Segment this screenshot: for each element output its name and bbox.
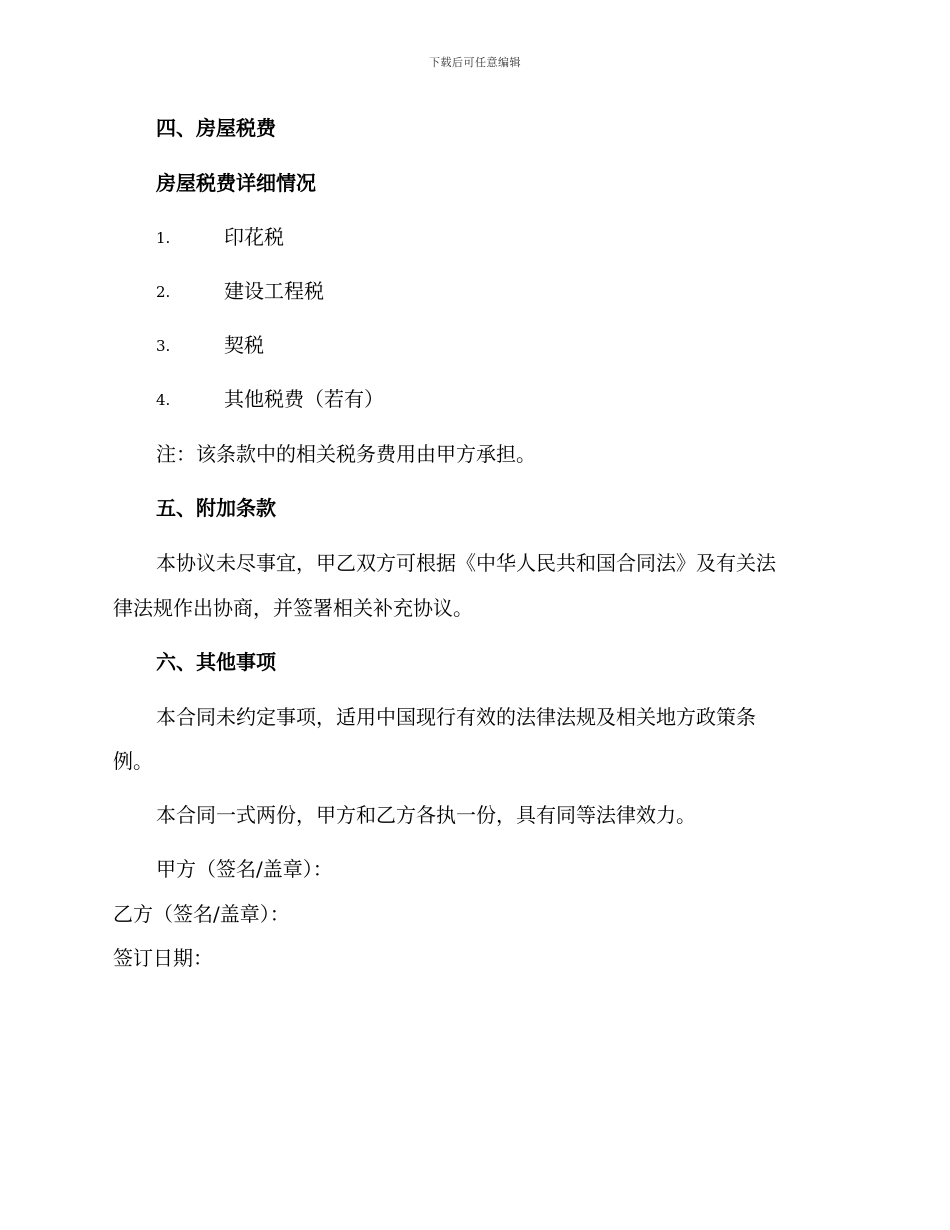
signing-date: 签订日期： (113, 946, 213, 970)
signature-party-b: 乙方（签名/盖章）： (113, 902, 290, 926)
section-heading-taxes: 四、房屋税费 (156, 116, 276, 140)
list-item-number: 4. (156, 391, 171, 409)
paragraph-other-matters-line2: 例。 (113, 749, 153, 773)
section-heading-additional-terms: 五、附加条款 (156, 496, 276, 520)
paragraph-other-matters-line1: 本合同未约定事项，适用中国现行有效的法律法规及相关地方政策条 (156, 705, 756, 729)
section-heading-other-matters: 六、其他事项 (156, 650, 276, 674)
subheading-tax-details: 房屋税费详细情况 (156, 171, 316, 195)
list-item-text: 契税 (224, 333, 264, 357)
paragraph-copies: 本合同一式两份，甲方和乙方各执一份，具有同等法律效力。 (156, 803, 696, 827)
list-item-number: 2. (156, 283, 171, 301)
list-item-text: 建设工程税 (224, 279, 324, 303)
tax-note: 注：该条款中的相关税务费用由甲方承担。 (156, 442, 536, 466)
paragraph-additional-terms-line2: 律法规作出协商，并签署相关补充协议。 (113, 596, 473, 620)
list-item-text: 其他税费（若有） (224, 387, 384, 411)
list-item-number: 1. (156, 229, 171, 247)
paragraph-additional-terms-line1: 本协议未尽事宜，甲乙双方可根据《中华人民共和国合同法》及有关法 (156, 551, 776, 575)
list-item-text: 印花税 (224, 225, 284, 249)
list-item-number: 3. (156, 337, 171, 355)
signature-party-a: 甲方（签名/盖章）： (156, 857, 333, 881)
page-header: 下载后可任意编辑 (429, 56, 521, 69)
